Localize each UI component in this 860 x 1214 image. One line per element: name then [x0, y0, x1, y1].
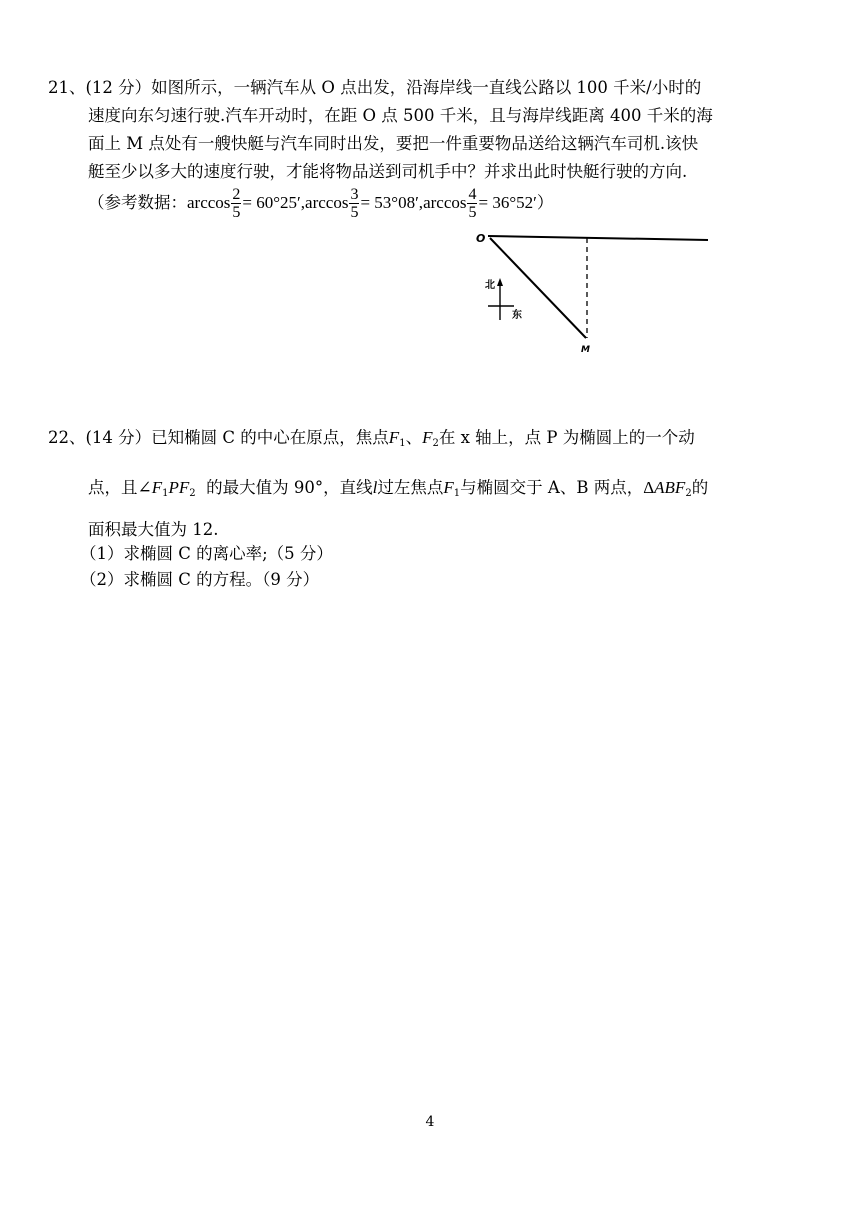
sub-1: 1 [162, 488, 169, 499]
label-o: O [476, 232, 486, 245]
arccos-value-2: = 53°08′, [360, 193, 424, 212]
q22-part-1: （1）求椭圆 C 的离心率;（5 分） [80, 544, 333, 563]
symbol-l: l [372, 478, 378, 497]
arccos-1: arccos [187, 193, 231, 212]
q22-text-f: 与椭圆交于 A、B 两点， [460, 478, 644, 497]
frac-den: 5 [468, 204, 477, 221]
arccos-value-1: = 60°25′, [242, 193, 306, 212]
symbol-P: P [168, 478, 179, 497]
q22-text-a: 22、(14 分）已知椭圆 C 的中心在原点，焦点 [48, 428, 389, 447]
arccos-2: arccos [305, 193, 349, 212]
q22-text-b: 在 x 轴上，点 P 为椭圆上的一个动 [438, 428, 695, 447]
q21-figure [470, 226, 715, 356]
frac-den: 5 [350, 204, 359, 221]
arccos-value-3: = 36°52′ [478, 193, 537, 212]
symbol-F: F [178, 478, 190, 497]
symbol-F: F [388, 428, 400, 447]
q21-line-3: 面上 M 点处有一艘快艇与汽车同时出发，要把一件重要物品送给这辆汽车司机.该快 [88, 134, 699, 153]
q22-text-g: 的 [691, 478, 709, 497]
segment-om [490, 238, 586, 338]
sub-1: 1 [453, 488, 461, 499]
q22-text-c: 点，且 [88, 478, 138, 497]
label-east: 东 [512, 310, 522, 321]
fraction-2-5 [231, 186, 241, 221]
frac-den: 5 [232, 204, 241, 221]
symbol-F: F [422, 428, 433, 447]
sub-2: 2 [432, 438, 439, 449]
q22-text-e: 过左焦点 [377, 478, 444, 497]
separator: 、 [405, 428, 423, 447]
sub-2: 2 [685, 488, 692, 499]
symbol-F: F [674, 478, 686, 497]
q22-line-1 [48, 426, 695, 456]
symbol-F: F [151, 478, 163, 497]
ref-close: ） [536, 193, 554, 212]
sub-1: 1 [399, 438, 406, 449]
arccos-3: arccos [423, 193, 467, 212]
delta-symbol: Δ [643, 478, 655, 497]
frac-num: 2 [232, 186, 241, 203]
q22-line-2 [88, 476, 708, 506]
label-m: M [581, 345, 590, 355]
symbol-AB: AB [654, 478, 675, 497]
q21-line-1: 21、(12 分）如图所示，一辆汽车从 O 点出发，沿海岸线一直线公路以 100 千米/小时的 [48, 78, 702, 97]
fraction-4-5 [467, 186, 477, 221]
q22-line-3: 面积最大值为 12. [88, 520, 219, 539]
page-number: 4 [425, 1114, 435, 1130]
angle-symbol: ∠ [137, 478, 152, 497]
north-arrow-icon [497, 278, 503, 286]
symbol-F: F [443, 478, 454, 497]
frac-num: 4 [468, 186, 477, 203]
q22-text-d: 的最大值为 90°，直线 [206, 478, 373, 497]
q21-line-4: 艇至少以多大的速度行驶，才能将物品送到司机手中？并求出此时快艇行驶的方向. [88, 162, 688, 181]
sub-2: 2 [189, 488, 196, 499]
q21-reference-data [88, 186, 553, 221]
q21-line-2: 速度向东匀速行驶.汽车开动时，在距 O 点 500 千米，且与海岸线距离 400 千米的海 [88, 106, 713, 125]
frac-num: 3 [350, 186, 359, 203]
ref-open: （参考数据： [88, 193, 187, 212]
q22-part-2: （2）求椭圆 C 的方程。（9 分） [80, 570, 320, 589]
fraction-3-5 [349, 186, 359, 221]
coastline [488, 236, 708, 240]
coastline-diagram [470, 226, 715, 356]
label-north: 北 [485, 280, 495, 291]
